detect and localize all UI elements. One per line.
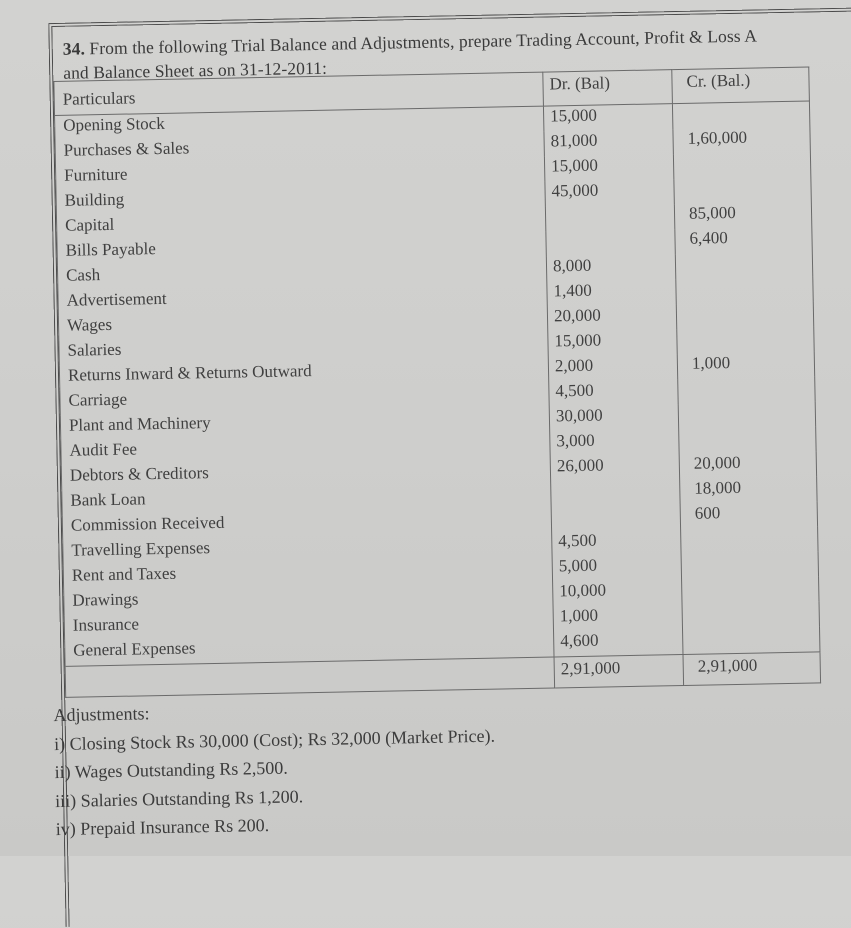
row-particulars: Advertisement: [58, 282, 547, 316]
row-particulars: Wages: [58, 307, 547, 341]
row-debit: 20,000: [547, 304, 676, 331]
row-credit: 1,60,000: [673, 126, 810, 154]
row-particulars: Rent and Taxes: [63, 557, 552, 591]
row-debit: 45,000: [545, 179, 674, 206]
row-debit: 10,000: [553, 579, 682, 606]
row-credit: [673, 151, 810, 179]
row-debit: [546, 229, 675, 256]
row-particulars: Debtors & Creditors: [61, 457, 550, 491]
trial-balance-table: [53, 66, 821, 697]
row-debit: 8,000: [546, 254, 675, 281]
row-debit: 15,000: [543, 104, 672, 132]
adjustment-item: iii) Salaries Outstanding Rs 1,200.: [54, 785, 304, 811]
row-credit: 18,000: [680, 476, 817, 504]
row-credit: [675, 251, 812, 279]
row-particulars: Commission Received: [62, 507, 551, 541]
row-credit: 1,000: [677, 351, 814, 379]
row-particulars: Bank Loan: [62, 482, 551, 516]
row-credit: 600: [680, 501, 817, 529]
row-debit: 4,500: [549, 379, 678, 406]
row-credit: [681, 551, 818, 579]
row-particulars: Capital: [56, 207, 545, 241]
row-debit: 2,000: [548, 354, 677, 381]
header-credit: Cr. (Bal.): [672, 67, 810, 104]
row-credit: [682, 576, 819, 604]
row-debit: 15,000: [548, 329, 677, 356]
row-particulars: Opening Stock: [55, 106, 544, 141]
row-particulars: General Expenses: [65, 631, 554, 666]
row-particulars: Carriage: [60, 382, 549, 416]
row-debit: 30,000: [549, 404, 678, 431]
adjustment-item: i) Closing Stock Rs 30,000 (Cost); Rs 32,000 (Market Price).: [53, 725, 496, 754]
row-particulars: Travelling Expenses: [63, 532, 552, 566]
question-line-1: From the following Trial Balance and Adjustments, prepare Trading Account, Profit & Loss A: [89, 25, 758, 59]
row-particulars: Returns Inward & Returns Outward: [59, 357, 548, 391]
row-debit: 3,000: [550, 429, 679, 456]
row-debit: 81,000: [544, 129, 673, 156]
row-credit: [681, 526, 818, 554]
row-debit: 15,000: [544, 154, 673, 181]
row-debit: [551, 504, 680, 531]
row-particulars: Cash: [57, 257, 546, 291]
total-credit: 2,91,000: [683, 652, 821, 686]
row-credit: [674, 176, 811, 204]
row-credit: 20,000: [679, 451, 816, 479]
row-credit: [672, 101, 809, 129]
row-particulars: Plant and Machinery: [60, 407, 549, 441]
header-particulars: Particulars: [54, 72, 544, 115]
table-body: [55, 101, 821, 697]
row-credit: [678, 401, 815, 429]
row-credit: [682, 601, 819, 629]
question-line-2: and Balance Sheet as on 31-12-2011:: [63, 57, 328, 83]
row-particulars: Salaries: [59, 332, 548, 366]
row-credit: 85,000: [674, 201, 811, 229]
row-debit: 4,500: [552, 529, 681, 556]
row-particulars: Drawings: [64, 581, 553, 615]
adjustments-title: Adjustments:: [53, 703, 150, 726]
row-particulars: Bills Payable: [57, 232, 546, 266]
row-debit: 1,000: [553, 604, 682, 631]
row-particulars: Insurance: [64, 606, 553, 640]
row-debit: [551, 479, 680, 506]
row-credit: [679, 426, 816, 454]
adjustments-section: [53, 693, 497, 844]
adjustment-item: ii) Wages Outstanding Rs 2,500.: [54, 757, 289, 783]
row-particulars: Furniture: [56, 157, 545, 191]
row-credit: 6,400: [675, 226, 812, 254]
row-debit: 1,400: [547, 279, 676, 306]
header-debit: Dr. (Bal): [543, 70, 673, 106]
row-debit: 4,600: [554, 629, 683, 657]
row-debit: [545, 204, 674, 231]
row-credit: [676, 276, 813, 304]
row-particulars: Purchases & Sales: [55, 132, 544, 166]
total-debit: 2,91,000: [554, 655, 684, 688]
row-credit: [678, 376, 815, 404]
question-number: 34.: [62, 38, 86, 59]
row-credit: [676, 301, 813, 329]
row-debit: 26,000: [550, 454, 679, 481]
row-credit: [683, 626, 820, 654]
row-particulars: Building: [56, 182, 545, 216]
row-particulars: Audit Fee: [61, 432, 550, 466]
row-credit: [677, 326, 814, 354]
row-debit: 5,000: [552, 554, 681, 581]
adjustment-item: iv) Prepaid Insurance Rs 200.: [55, 814, 270, 840]
